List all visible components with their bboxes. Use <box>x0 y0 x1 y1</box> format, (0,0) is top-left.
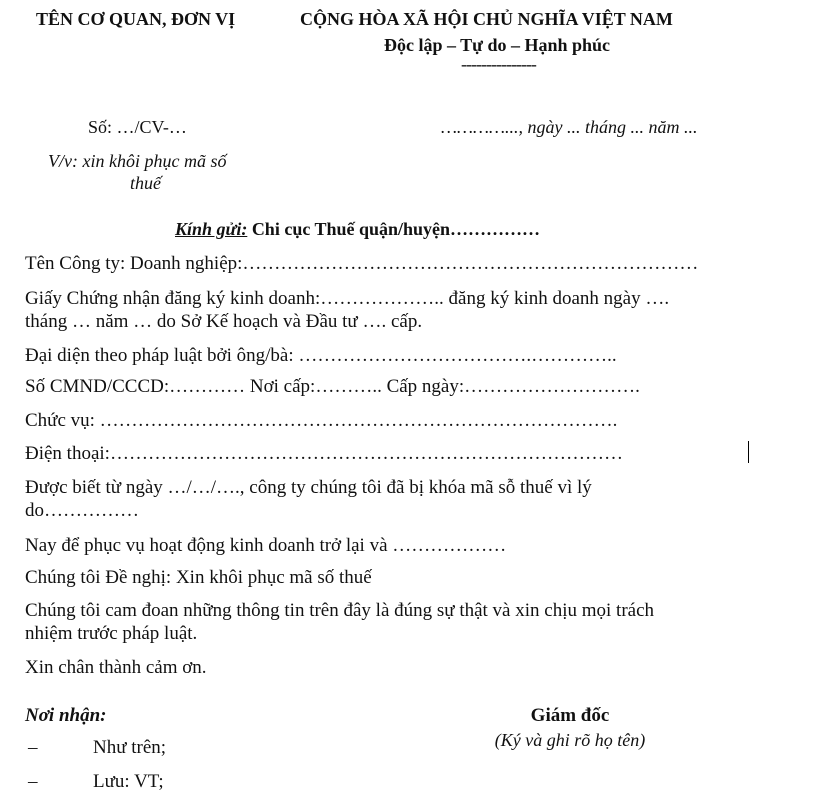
request-line: Chúng tôi Đề nghị: Xin khôi phục mã số thuế <box>25 567 372 588</box>
recipient-item-1: Như trên; <box>93 737 167 758</box>
recipient-label: Kính gửi: <box>175 219 248 239</box>
phone-line: Điện thoại:……………………………………………………………………… <box>25 443 623 464</box>
recipient-line <box>175 219 540 240</box>
license-line-2: tháng … năm … do Sở Kế hoạch và Đầu tư …. cấp. <box>25 311 423 332</box>
org-name: TÊN CƠ QUAN, ĐƠN VỊ <box>36 9 236 29</box>
place-date: …………..., ngày ... tháng ... năm ... <box>441 117 698 137</box>
recipient-item-2: Lưu: VT; <box>93 771 164 792</box>
reason-line-1: Được biết từ ngày …/…/…., công ty chúng tôi đã bị khóa mã sỗ thuế vì lý <box>25 477 592 498</box>
commitment-line-2: nhiệm trước pháp luật. <box>25 623 198 644</box>
document-number: Số: …/CV-… <box>88 117 187 137</box>
recipient-bullet-2: – <box>28 771 38 792</box>
subject-line-2: thuế <box>130 173 161 193</box>
recipient-value: Chi cục Thuế quận/huyện…………… <box>247 219 541 239</box>
country-name: CỘNG HÒA XÃ HỘI CHỦ NGHĨA VIỆT NAM <box>300 9 673 29</box>
representative-line: Đại diện theo pháp luật bởi ông/bà: ……………………………….………….. <box>25 345 617 366</box>
thanks-line: Xin chân thành cảm ơn. <box>25 657 207 678</box>
signer-note: (Ký và ghi rõ họ tên) <box>494 730 646 750</box>
recipient-bullet-1: – <box>28 737 38 758</box>
recipients-label: Nơi nhận: <box>25 705 107 726</box>
purpose-line: Nay để phục vụ hoạt động kinh doanh trở lại và ……………… <box>25 535 507 556</box>
license-line-1: Giấy Chứng nhận đăng ký kinh doanh:……………….. đăng ký kinh doanh ngày …. <box>25 288 670 309</box>
id-card-line: Số CMND/CCCD:………… Nơi cấp:……….. Cấp ngày:………………………. <box>25 376 640 397</box>
text-caret <box>748 441 749 463</box>
motto-rule: --------------- <box>461 54 536 74</box>
reason-line-2: do…………… <box>25 500 139 521</box>
commitment-line-1: Chúng tôi cam đoan những thông tin trên đây là đúng sự thật và xin chịu mọi trách <box>25 600 655 621</box>
motto: Độc lập – Tự do – Hạnh phúc <box>384 35 611 55</box>
signer-title: Giám đốc <box>530 705 610 726</box>
company-line: Tên Công ty: Doanh nghiệp:……………………………………………………………… <box>25 253 699 274</box>
position-line: Chức vụ: ………………………………………………………………………. <box>25 410 618 431</box>
subject-line-1: V/v: xin khôi phục mã số <box>48 151 227 171</box>
